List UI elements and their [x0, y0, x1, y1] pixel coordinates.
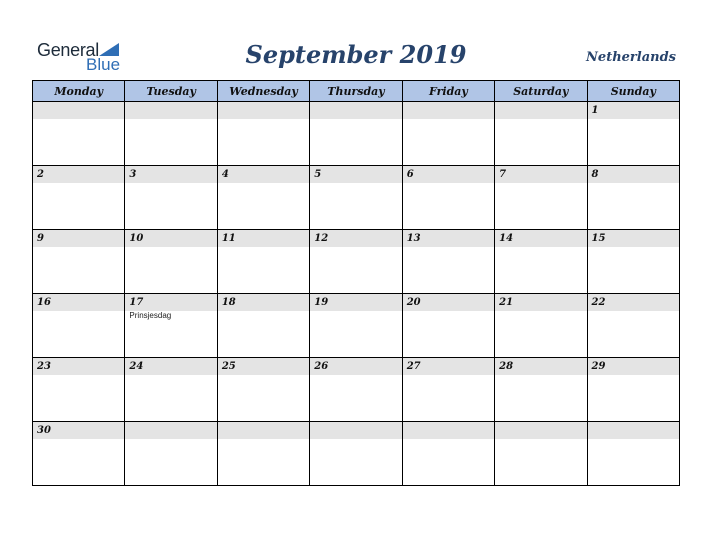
day-number — [33, 102, 124, 119]
calendar-day-cell[interactable] — [402, 294, 494, 358]
day-number — [310, 102, 401, 119]
calendar-week-row — [33, 422, 680, 486]
weekday-header: Friday — [402, 81, 494, 102]
day-number — [125, 102, 216, 119]
weekday-header: Wednesday — [217, 81, 309, 102]
calendar-day-cell[interactable] — [125, 294, 217, 358]
calendar-day-cell[interactable] — [125, 166, 217, 230]
day-number — [125, 422, 216, 439]
calendar-day-cell[interactable] — [125, 102, 217, 166]
calendar-day-cell[interactable] — [33, 358, 125, 422]
calendar-day-cell[interactable] — [33, 422, 125, 486]
calendar-day-cell[interactable] — [217, 294, 309, 358]
holiday-label: Prinsjesdag — [129, 311, 172, 320]
calendar-day-cell[interactable] — [125, 230, 217, 294]
calendar-day-cell[interactable] — [217, 358, 309, 422]
calendar-day-cell[interactable] — [587, 166, 679, 230]
day-number: 4 — [218, 166, 309, 183]
calendar-day-cell[interactable] — [587, 230, 679, 294]
logo-text-general: General — [37, 40, 99, 60]
day-number: 21 — [495, 294, 586, 311]
day-number: 10 — [125, 230, 216, 247]
calendar-day-cell[interactable] — [33, 294, 125, 358]
calendar-day-cell[interactable] — [495, 166, 587, 230]
calendar-day-cell[interactable] — [217, 166, 309, 230]
calendar-day-cell[interactable] — [587, 422, 679, 486]
day-number: 26 — [310, 358, 401, 375]
day-number — [218, 102, 309, 119]
day-number: 28 — [495, 358, 586, 375]
calendar-day-cell[interactable] — [33, 102, 125, 166]
day-number — [403, 422, 494, 439]
calendar-day-cell[interactable] — [587, 358, 679, 422]
day-number: 3 — [125, 166, 216, 183]
day-number: 1 — [588, 102, 679, 119]
day-number: 5 — [310, 166, 401, 183]
calendar-day-cell[interactable] — [33, 166, 125, 230]
calendar-day-cell[interactable] — [217, 230, 309, 294]
day-number: 14 — [495, 230, 586, 247]
day-number: 16 — [33, 294, 124, 311]
calendar-week-row — [33, 166, 680, 230]
calendar-day-cell[interactable] — [310, 358, 402, 422]
calendar-day-cell[interactable] — [310, 230, 402, 294]
calendar-day-cell[interactable] — [217, 422, 309, 486]
calendar-week-row — [33, 230, 680, 294]
calendar-day-cell[interactable] — [495, 422, 587, 486]
day-number — [218, 422, 309, 439]
calendar-week-row — [33, 358, 680, 422]
weekday-header: Saturday — [495, 81, 587, 102]
calendar-day-cell[interactable] — [310, 294, 402, 358]
calendar-day-cell[interactable] — [310, 422, 402, 486]
calendar-day-cell[interactable] — [402, 422, 494, 486]
day-number: 15 — [588, 230, 679, 247]
day-number: 2 — [33, 166, 124, 183]
day-number: 7 — [495, 166, 586, 183]
day-number: 9 — [33, 230, 124, 247]
day-number: 18 — [218, 294, 309, 311]
day-number: 13 — [403, 230, 494, 247]
weekday-header: Sunday — [587, 81, 679, 102]
day-number: 25 — [218, 358, 309, 375]
day-number: 22 — [588, 294, 679, 311]
weekday-header: Monday — [33, 81, 125, 102]
day-number: 23 — [33, 358, 124, 375]
calendar-day-cell[interactable] — [125, 358, 217, 422]
day-number — [310, 422, 401, 439]
day-number: 12 — [310, 230, 401, 247]
day-number: 30 — [33, 422, 124, 439]
calendar-day-cell[interactable] — [587, 294, 679, 358]
calendar-week-row — [33, 294, 680, 358]
calendar-day-cell[interactable] — [587, 102, 679, 166]
day-number: 24 — [125, 358, 216, 375]
page-title: September 2019 — [245, 40, 467, 69]
calendar-day-cell[interactable] — [402, 358, 494, 422]
calendar-day-cell[interactable] — [495, 102, 587, 166]
calendar-day-cell[interactable] — [495, 358, 587, 422]
calendar-day-cell[interactable] — [402, 102, 494, 166]
day-number — [588, 422, 679, 439]
calendar-day-cell[interactable] — [33, 230, 125, 294]
day-number — [403, 102, 494, 119]
calendar-day-cell[interactable] — [402, 230, 494, 294]
weekday-header-row — [33, 81, 680, 102]
day-number — [495, 422, 586, 439]
calendar-day-cell[interactable] — [402, 166, 494, 230]
day-number: 19 — [310, 294, 401, 311]
calendar-day-cell[interactable] — [310, 166, 402, 230]
calendar-week-row — [33, 102, 680, 166]
day-number: 27 — [403, 358, 494, 375]
logo-text-blue: Blue — [86, 55, 121, 74]
calendar-day-cell[interactable] — [125, 422, 217, 486]
calendar-day-cell[interactable] — [217, 102, 309, 166]
day-number: 11 — [218, 230, 309, 247]
country-label: Netherlands — [586, 50, 676, 65]
day-number: 20 — [403, 294, 494, 311]
calendar-grid — [32, 80, 680, 486]
day-number: 17 — [125, 294, 216, 311]
day-number: 29 — [588, 358, 679, 375]
weekday-header: Tuesday — [125, 81, 217, 102]
day-number: 6 — [403, 166, 494, 183]
weekday-header: Thursday — [310, 81, 402, 102]
calendar-day-cell[interactable] — [495, 230, 587, 294]
calendar-day-cell[interactable] — [495, 294, 587, 358]
day-number — [495, 102, 586, 119]
calendar-day-cell[interactable] — [310, 102, 402, 166]
day-number: 8 — [588, 166, 679, 183]
